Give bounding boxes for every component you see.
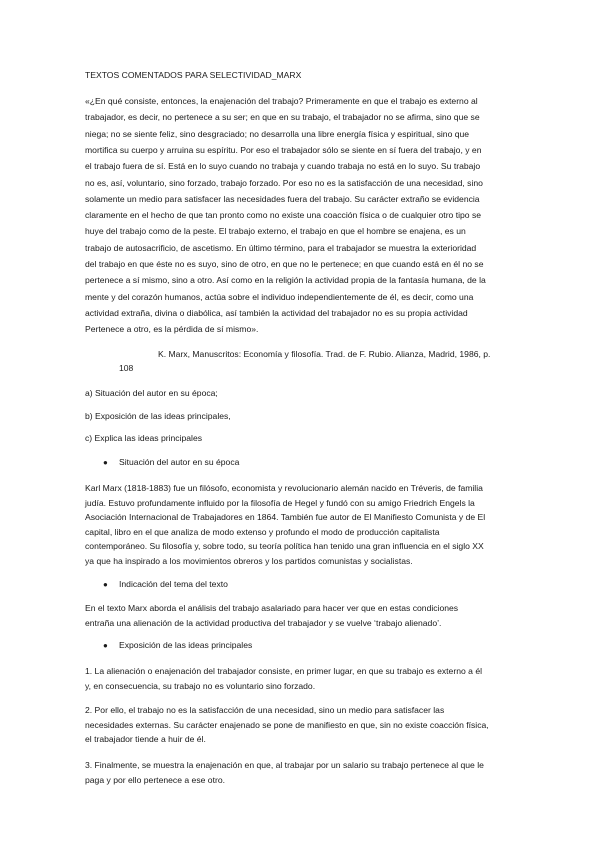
paragraph-line: 2. Por ello, el trabajo no es la satisfacción de una necesidad, sino un medio para satisfacer las bbox=[85, 705, 445, 715]
paragraph-line: paga y por ello pertenece a ese otro. bbox=[85, 774, 225, 785]
quote-line: trabajo de autosacrificio, de ascetismo. En último término, para el trabajador se muestra la exterioridad bbox=[85, 242, 477, 253]
bullet-icon: ● bbox=[103, 458, 108, 467]
quote-line: pertenece a sí mismo, sino a otro. Así como en la religión la actividad propia de la fantasía humana, de la bbox=[85, 275, 486, 286]
paragraph-line: Asociación Internacional de Trabajadores en 1864. También fue autor de El Manifiesto Comunista y de El bbox=[85, 512, 486, 523]
quote-line: mente y del corazón humanos, actúa sobre el individuo independientemente de él, es decir, como una bbox=[85, 291, 474, 302]
paragraph-line: y, en consecuencia, su trabajo no es voluntario sino forzado. bbox=[85, 680, 316, 691]
paragraph-line: 1. La alienación o enajenación del trabajador consiste, en primer lugar, en que su trabajo es externo a él bbox=[85, 666, 483, 676]
bullet-icon: ● bbox=[103, 580, 108, 589]
paragraph-line: En el texto Marx aborda el análisis del trabajo asalariado para hacer ver que en estas condiciones bbox=[85, 603, 459, 613]
paragraph-line: capital, libro en el que analiza de modo extenso y profundo el modo de producción capitalista bbox=[85, 526, 440, 537]
paragraph-line: Karl Marx (1818-1883) fue un filósofo, economista y revolucionario alemán nacido en Tréveris, de familia bbox=[85, 483, 483, 493]
document-title: TEXTOS COMENTADOS PARA SELECTIVIDAD_MARX bbox=[85, 70, 302, 80]
quote-line: Pertenece a otro, es la pérdida de sí mismo». bbox=[85, 324, 259, 335]
section-heading: Indicación del tema del texto bbox=[119, 579, 228, 589]
citation-line: 108 bbox=[119, 363, 134, 373]
quote-line: niega; no se siente feliz, sino desgraciado; no desarrolla una libre energía física y espiritual, sino que bbox=[85, 128, 470, 139]
section-heading: Exposición de las ideas principales bbox=[119, 640, 253, 650]
question-item: a) Situación del autor en su época; bbox=[85, 388, 218, 398]
quote-line: actividad extraña, divina o diabólica, así también la actividad del trabajador no es su propia actividad bbox=[85, 307, 468, 318]
quote-line: el trabajo fuera de sí. Está en lo suyo cuando no trabaja y cuando trabaja no está en lo suyo. Su trabajo bbox=[85, 161, 481, 172]
paragraph-line: el trabajador tiende a huir de él. bbox=[85, 734, 206, 745]
quote-line: claramente en el hecho de que tan pronto como no existe una coacción física o de cualquier otro tipo se bbox=[85, 210, 482, 221]
quote-line: mortifica su cuerpo y arruina su espíritu. Por eso el trabajador sólo se siente en sí fuera del trabajo, y en bbox=[85, 144, 482, 155]
quote-line: «¿En qué consiste, entonces, la enajenación del trabajo? Primeramente en que el trabajo es externo al bbox=[85, 96, 478, 106]
question-item: c) Explica las ideas principales bbox=[85, 433, 203, 443]
citation-line: K. Marx, Manuscritos: Economía y filosofía. Trad. de F. Rubio. Alianza, Madrid, 1986, p. bbox=[158, 349, 491, 359]
section-heading: Situación del autor en su época bbox=[119, 457, 240, 467]
quote-line: no es, así, voluntario, sino forzado, trabajo forzado. Por eso no es la satisfacción de una necesidad, sino bbox=[85, 177, 483, 188]
quote-line: solamente un medio para satisfacer las necesidades fuera del trabajo. Su carácter extraño se evidencia bbox=[85, 193, 480, 204]
paragraph-line: ya que ha inspirado a los movimientos obreros y los partidos comunistas y socialistas. bbox=[85, 556, 413, 566]
paragraph-line: contemporáneo. Su filosofía y, sobre todo, su teoría política han tenido una gran influencia en el siglo XX bbox=[85, 541, 484, 552]
paragraph-line: 3. Finalmente, se muestra la enajenación en que, al trabajar por un salario su trabajo pertenece al que le bbox=[85, 760, 484, 770]
quote-line: trabajador, es decir, no pertenece a su ser; en que en su trabajo, el trabajador no se afirma, sino que se bbox=[85, 112, 480, 123]
question-item: b) Exposición de las ideas principales, bbox=[85, 411, 231, 421]
paragraph-line: necesidades externas. Su carácter enajenado se pone de manifiesto en que, sin no existe coacción física, bbox=[85, 719, 489, 730]
paragraph-line: judía. Estuvo profundamente influido por la filosofía de Hegel y fundó con su amigo Friedrich Engels la bbox=[85, 497, 475, 508]
paragraph-line: entraña una alienación de la actividad productiva del trabajador y se vuelve ‘trabajo alienado’. bbox=[85, 617, 442, 628]
quote-line: huye del trabajo como de la peste. El trabajo externo, el trabajo en que el hombre se enajena, es un bbox=[85, 226, 466, 237]
bullet-icon: ● bbox=[103, 641, 108, 650]
quote-line: del trabajo en que éste no es suyo, sino de otro, en que no le pertenece; en que cuando está en él no se bbox=[85, 259, 484, 269]
